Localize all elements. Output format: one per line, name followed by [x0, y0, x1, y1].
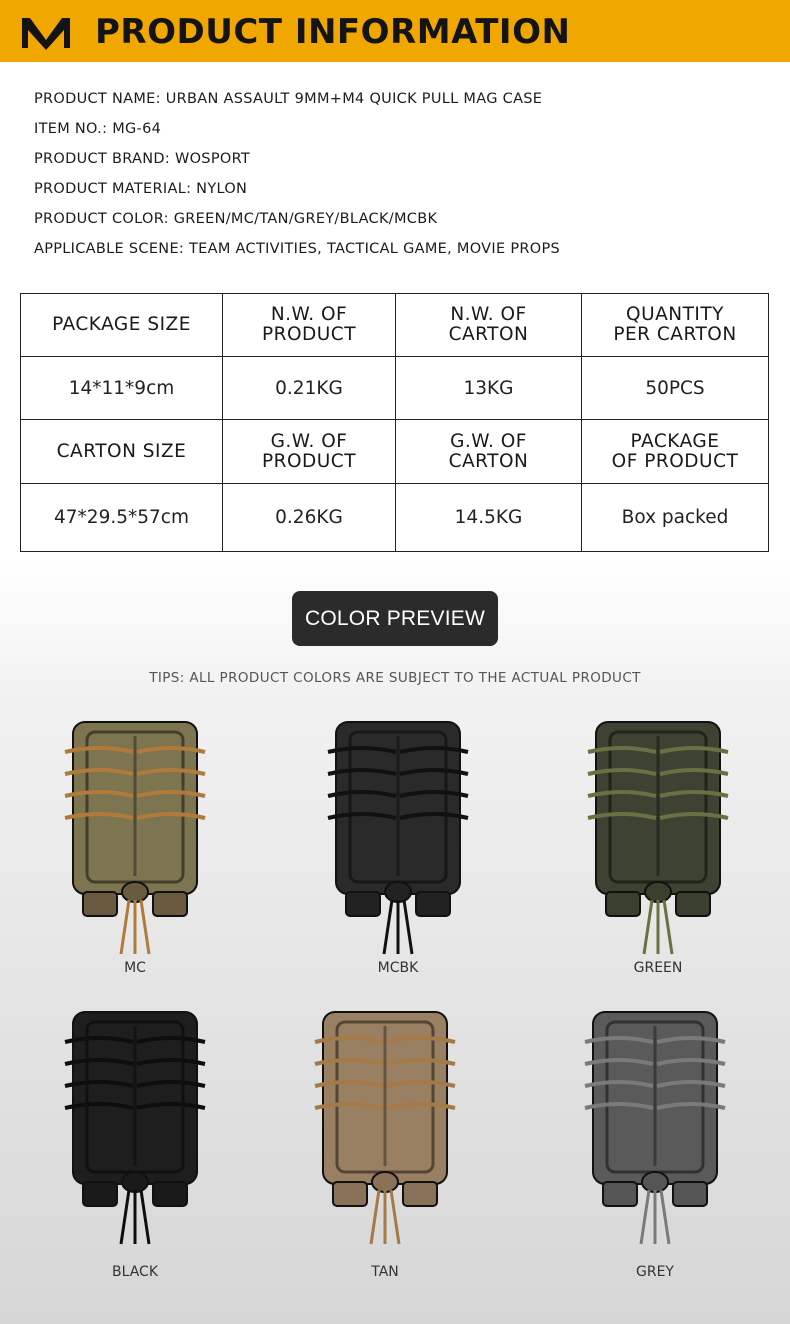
table-row — [21, 420, 769, 484]
header-nw-carton: N.W. OF CARTON — [396, 294, 582, 357]
swatch-label: GREY — [636, 1264, 674, 1280]
swatch-label: MC — [124, 960, 146, 976]
swatch-label: TAN — [371, 1264, 399, 1280]
swatch-grey — [575, 1006, 735, 1280]
package-of-product-value: Box packed — [582, 484, 769, 552]
header-gw-carton: G.W. OF CARTON — [396, 420, 582, 484]
mag-pouch-icon — [318, 716, 478, 956]
product-name: PRODUCT NAME: URBAN ASSAULT 9MM+M4 QUICK PULL MAG CASE — [34, 91, 543, 107]
color-tips: TIPS: ALL PRODUCT COLORS ARE SUBJECT TO THE ACTUAL PRODUCT — [149, 670, 641, 686]
gw-product-value: 0.26KG — [223, 484, 396, 552]
mag-pouch-icon — [305, 1006, 465, 1246]
product-color: PRODUCT COLOR: GREEN/MC/TAN/GREY/BLACK/MCBK — [34, 211, 438, 227]
table-row — [21, 294, 769, 357]
brand-logo-icon — [22, 14, 70, 52]
swatch-label: GREEN — [633, 960, 683, 976]
package-size-value: 14*11*9cm — [21, 357, 223, 420]
header-gw-product: G.W. OF PRODUCT — [223, 420, 396, 484]
quantity-per-carton-value: 50PCS — [582, 357, 769, 420]
mag-pouch-icon — [55, 716, 215, 956]
swatch-mcbk — [318, 716, 478, 976]
product-brand: PRODUCT BRAND: WOSPORT — [34, 151, 251, 167]
swatch-tan — [305, 1006, 465, 1280]
header-quantity-per-carton: QUANTITY PER CARTON — [582, 294, 769, 357]
gw-carton-value: 14.5KG — [396, 484, 582, 552]
color-preview-button[interactable]: COLOR PREVIEW — [292, 591, 498, 646]
item-number: ITEM NO.: MG-64 — [34, 121, 162, 137]
product-material: PRODUCT MATERIAL: NYLON — [34, 181, 248, 197]
mag-pouch-icon — [578, 716, 738, 956]
mag-pouch-icon — [575, 1006, 735, 1246]
header-package-of-product: PACKAGE OF PRODUCT — [582, 420, 769, 484]
header-banner — [0, 0, 790, 62]
header-package-size: PACKAGE SIZE — [21, 294, 223, 357]
swatch-black — [55, 1006, 215, 1280]
table-row — [21, 484, 769, 552]
nw-product-value: 0.21KG — [223, 357, 396, 420]
header-nw-product: N.W. OF PRODUCT — [223, 294, 396, 357]
table-row — [21, 357, 769, 420]
swatch-mc — [55, 716, 215, 976]
carton-size-value: 47*29.5*57cm — [21, 484, 223, 552]
swatch-label: BLACK — [111, 1264, 158, 1280]
product-info-list — [34, 88, 560, 268]
applicable-scene: APPLICABLE SCENE: TEAM ACTIVITIES, TACTICAL GAME, MOVIE PROPS — [34, 241, 561, 257]
page-title: PRODUCT INFORMATION — [95, 12, 571, 52]
nw-carton-value: 13KG — [396, 357, 582, 420]
swatch-label: MCBK — [377, 960, 419, 976]
header-carton-size: CARTON SIZE — [21, 420, 223, 484]
swatch-green — [578, 716, 738, 976]
mag-pouch-icon — [55, 1006, 215, 1246]
spec-table — [20, 293, 769, 552]
